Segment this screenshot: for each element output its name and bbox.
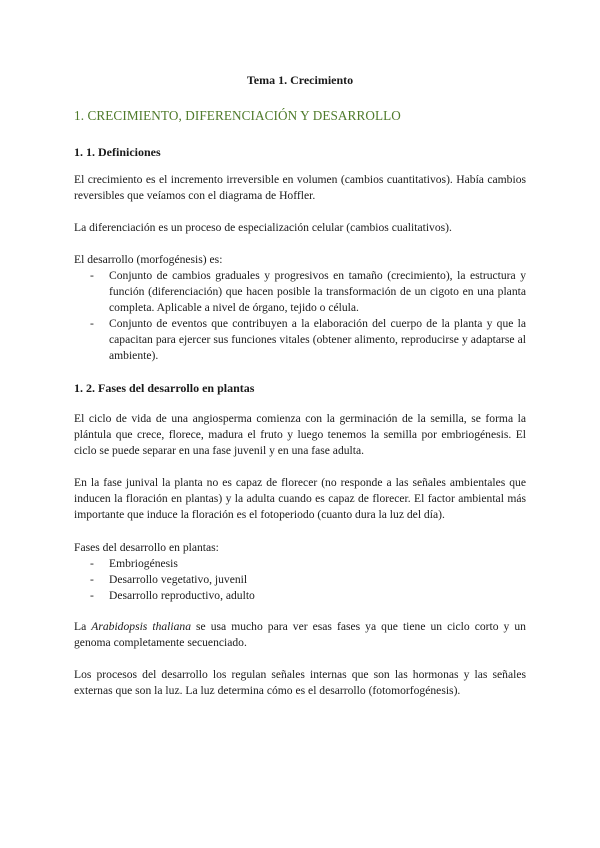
section-heading-crecimiento: 1. CRECIMIENTO, DIFERENCIACIÓN Y DESARROLLO	[74, 108, 401, 123]
list-item	[74, 588, 526, 604]
paragraph-desarrollo-intro	[74, 252, 526, 268]
paragraph-fases-intro	[74, 540, 526, 556]
list-item	[74, 572, 526, 588]
fases-list	[74, 556, 526, 604]
list-item-text: Embriogénesis	[109, 557, 178, 570]
list-item	[74, 556, 526, 572]
list-item	[74, 268, 526, 316]
paragraph-diferenciacion	[74, 220, 526, 236]
paragraph-ciclo-text: El ciclo de vida de una angiosperma comienza con la germinación de la semilla, se forma la plántula que crece, florece, madura el fruto y luego tenemos la semilla por embriogénesis. El ciclo se puede separar en una fase juvenil y en una fase adulta.	[74, 412, 526, 457]
paragraph-arabidopsis	[74, 619, 526, 651]
list-dash: -	[90, 573, 94, 586]
document-title: Tema 1. Crecimiento	[246, 73, 354, 87]
arabidopsis-post: se usa mucho para ver esas fases ya que tiene un ciclo corto y un genoma completamente secuenciado.	[74, 620, 526, 649]
list-item	[74, 316, 526, 364]
list-dash: -	[90, 557, 94, 570]
list-dash: -	[90, 269, 94, 282]
paragraph-diferenciacion-text: La diferenciación es un proceso de especialización celular (cambios cualitativos).	[74, 221, 452, 234]
desarrollo-list	[74, 268, 526, 364]
paragraph-ciclo	[74, 411, 526, 459]
subsection-heading-definiciones: 1. 1. Definiciones	[74, 145, 161, 159]
list-item-text: Desarrollo vegetativo, juvenil	[109, 573, 248, 586]
list-dash: -	[90, 589, 94, 602]
paragraph-fase	[74, 475, 526, 523]
paragraph-procesos-text: Los procesos del desarrollo los regulan señales internas que son las hormonas y las señales externas que son la luz. La luz determina cómo es el desarrollo (fotomorfogénesis).	[74, 668, 526, 697]
list-item-text: Conjunto de eventos que contribuyen a la elaboración del cuerpo de la planta y que la capacitan para ejercer sus funciones vitales (obtener alimento, reproducirse y adaptarse al ambiente).	[109, 317, 526, 362]
paragraph-crecimiento-text: El crecimiento es el incremento irreversible en volumen (cambios cuantitativos). Había cambios reversibles que veíamos con el diagrama de Hoffler.	[74, 173, 526, 202]
paragraph-desarrollo-intro-text: El desarrollo (morfogénesis) es:	[74, 253, 223, 266]
paragraph-fase-text: En la fase junival la planta no es capaz de florecer (no responde a las señales ambientales que inducen la floración en plantas) y la adulta cuando es capaz de florecer. El factor ambiental más importante que induce la floración es el fotoperiodo (cuanto dura la luz del día).	[74, 476, 526, 521]
paragraph-procesos	[74, 667, 526, 699]
subsection-heading-fases: 1. 2. Fases del desarrollo en plantas	[74, 381, 255, 395]
paragraph-crecimiento	[74, 172, 526, 204]
list-item-text: Desarrollo reproductivo, adulto	[109, 589, 255, 602]
list-item-text: Conjunto de cambios graduales y progresivos en tamaño (crecimiento), la estructura y función (diferenciación) que hacen posible la transformación de un cigoto en una planta completa. Aplicable a nivel de órgano, tejido o célula.	[109, 269, 526, 314]
list-dash: -	[90, 317, 94, 330]
paragraph-arabidopsis-text	[74, 619, 526, 651]
paragraph-fases-intro-text: Fases del desarrollo en plantas:	[74, 541, 219, 554]
arabidopsis-pre: La	[74, 620, 92, 633]
species-name: Arabidopsis thaliana	[91, 620, 191, 633]
